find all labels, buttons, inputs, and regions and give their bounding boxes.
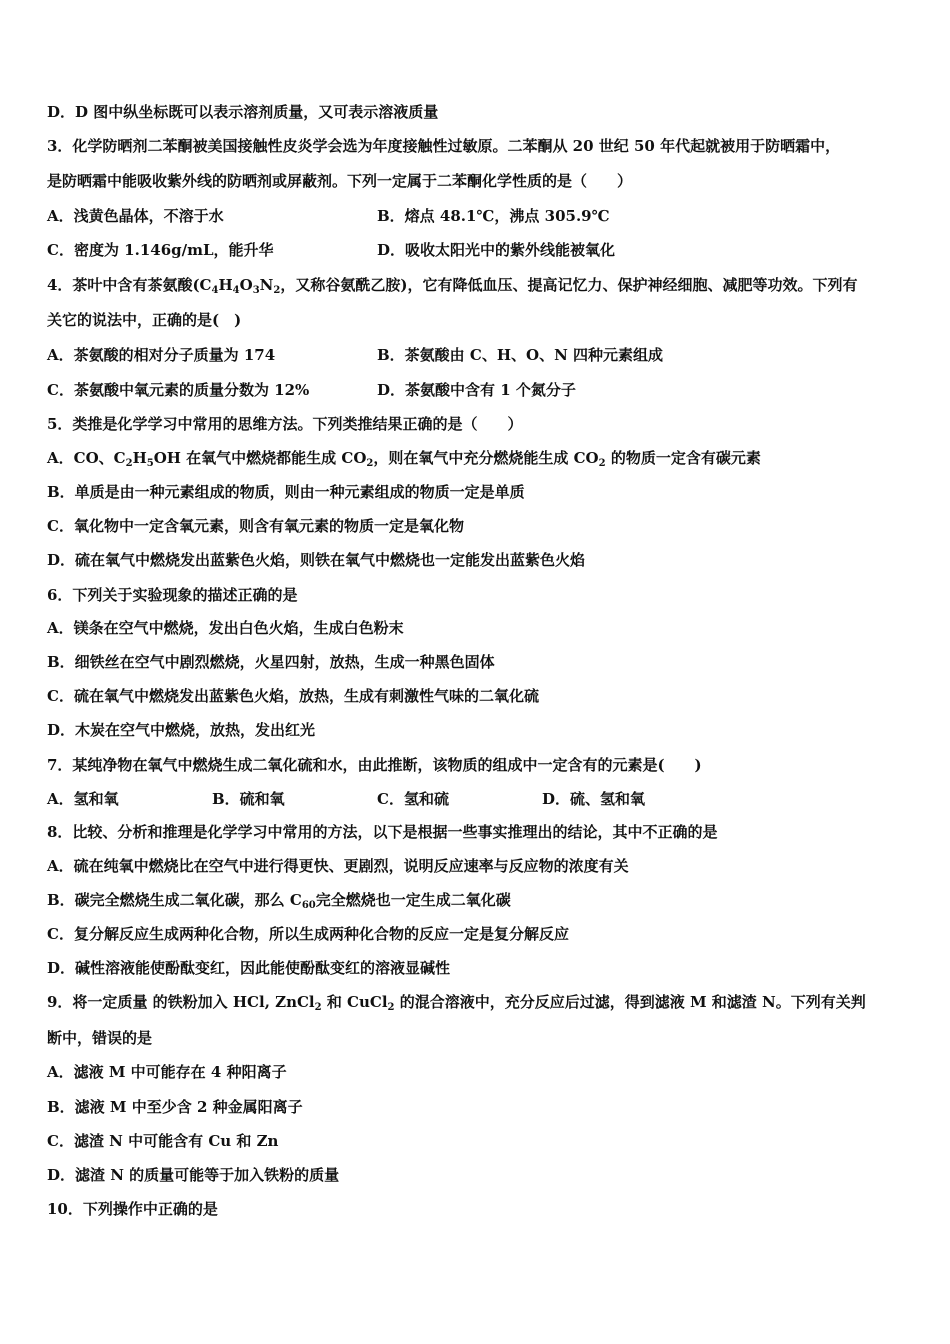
text-line: 3．化学防晒剂二苯酮被美国接触性皮炎学会选为年度接触性过敏原。二苯酮从 20 世纪 50 年代起就被用于防晒霜中， [47, 137, 841, 155]
text-line [47, 992, 910, 1012]
text-segment: ，则在氧气中充分燃烧能生成 CO [373, 449, 599, 467]
text-line: C．氧化物中一定含氧元素，则含有氧元素的物质一定是氧化物 [47, 517, 464, 535]
answer-option: D．吸收太阳光中的紫外线能被氧化 [377, 241, 616, 259]
subscript: 2 [387, 1002, 395, 1013]
answer-option: B．茶氨酸由 C、H、O、N 四种元素组成 [377, 346, 664, 364]
text-segment: B．碳完全燃烧生成二氧化碳，那么 C [47, 891, 302, 909]
text-segment: 4．茶叶中含有茶氨酸(C [47, 276, 212, 294]
text-line: C．复分解反应生成两种化合物，所以生成两种化合物的反应一定是复分解反应 [47, 925, 569, 943]
text-line [47, 890, 910, 910]
subscript: 5 [146, 458, 154, 469]
text-segment: H [218, 276, 233, 294]
text-line: D．硫在氧气中燃烧发出蓝紫色火焰，则铁在氧气中燃烧也一定能发出蓝紫色火焰 [47, 551, 586, 569]
answer-option: D．茶氨酸中含有 1 个氮分子 [377, 381, 576, 399]
text-segment: 的物质一定含有碳元素 [605, 449, 761, 467]
answer-option: C．氢和硫 [377, 790, 449, 808]
text-line [47, 275, 910, 295]
text-segment: 9．将一定质量 的铁粉加入 HCl, ZnCl [47, 993, 315, 1011]
text-segment: ，又称谷氨酰乙胺)，它有降低血压、提高记忆力、保护神经细胞、减肥等功效。下列有 [280, 276, 858, 294]
text-line: 关它的说法中，正确的是( ) [47, 311, 242, 329]
text-line: A．硫在纯氧中燃烧比在空气中进行得更快、更剧烈，说明反应速率与反应物的浓度有关 [47, 857, 629, 875]
text-line: D．木炭在空气中燃烧，放热，发出红光 [47, 721, 316, 739]
text-segment: A．CO、C [47, 449, 126, 467]
answer-option: C．密度为 1.146g/mL，能升华 [47, 241, 274, 259]
subscript: 2 [366, 458, 374, 469]
subscript: 2 [273, 285, 281, 296]
text-line: D．碱性溶液能使酚酞变红，因此能使酚酞变红的溶液显碱性 [47, 959, 451, 977]
answer-option: C．茶氨酸中氧元素的质量分数为 12% [47, 381, 310, 399]
text-segment: N [259, 276, 274, 294]
text-line: B．滤液 M 中至少含 2 种金属阳离子 [47, 1098, 303, 1116]
text-segment: 和 CuCl [321, 993, 388, 1011]
text-line: 7．某纯净物在氧气中燃烧生成二氧化硫和水，由此推断，该物质的组成中一定含有的元素是( ) [47, 756, 702, 774]
text-segment: O [239, 276, 253, 294]
text-line: A．镁条在空气中燃烧，发出白色火焰，生成白色粉末 [47, 619, 404, 637]
text-line: D．滤渣 N 的质量可能等于加入铁粉的质量 [47, 1166, 340, 1184]
text-line: D．D 图中纵坐标既可以表示溶剂质量，又可表示溶液质量 [47, 103, 439, 121]
text-line: 8．比较、分析和推理是化学学习中常用的方法，以下是根据一些事实推理出的结论，其中不正确的是 [47, 823, 718, 841]
text-line: 5．类推是化学学习中常用的思维方法。下列类推结果正确的是（ ） [47, 415, 523, 433]
text-segment: 的混合溶液中，充分反应后过滤，得到滤液 M 和滤渣 N。下列有关判 [394, 993, 866, 1011]
answer-option: B．熔点 48.1℃，沸点 305.9℃ [377, 207, 610, 225]
text-segment: H [132, 449, 147, 467]
text-line: B．细铁丝在空气中剧烈燃烧，火星四射，放热，生成一种黑色固体 [47, 653, 495, 671]
text-line: C．滤渣 N 中可能含有 Cu 和 Zn [47, 1132, 279, 1150]
text-segment: 完全燃烧也一定生成二氧化碳 [315, 891, 511, 909]
answer-option: B．硫和氧 [212, 790, 285, 808]
subscript: 2 [125, 458, 133, 469]
subscript: 2 [598, 458, 606, 469]
text-line: 6．下列关于实验现象的描述正确的是 [47, 586, 298, 604]
text-line [47, 448, 910, 468]
subscript: 2 [314, 1002, 322, 1013]
answer-option: A．氢和氧 [47, 790, 119, 808]
text-segment: OH 在氧气中燃烧都能生成 CO [153, 449, 367, 467]
text-line: 是防晒霜中能吸收紫外线的防晒剂或屏蔽剂。下列一定属于二苯酮化学性质的是（ ） [47, 172, 633, 190]
subscript: 60 [301, 900, 316, 911]
subscript: 4 [232, 285, 240, 296]
answer-option: D．硫、氢和氧 [542, 790, 646, 808]
answer-option: A．浅黄色晶体，不溶于水 [47, 207, 224, 225]
subscript: 3 [252, 285, 260, 296]
text-line: C．硫在氧气中燃烧发出蓝紫色火焰，放热，生成有刺激性气味的二氧化硫 [47, 687, 539, 705]
text-line: A．滤液 M 中可能存在 4 种阳离子 [47, 1063, 287, 1081]
subscript: 4 [211, 285, 219, 296]
text-line: B．单质是由一种元素组成的物质，则由一种元素组成的物质一定是单质 [47, 483, 525, 501]
text-line: 10．下列操作中正确的是 [47, 1200, 218, 1218]
answer-option: A．茶氨酸的相对分子质量为 174 [47, 346, 276, 364]
text-line: 断中，错误的是 [47, 1029, 153, 1047]
